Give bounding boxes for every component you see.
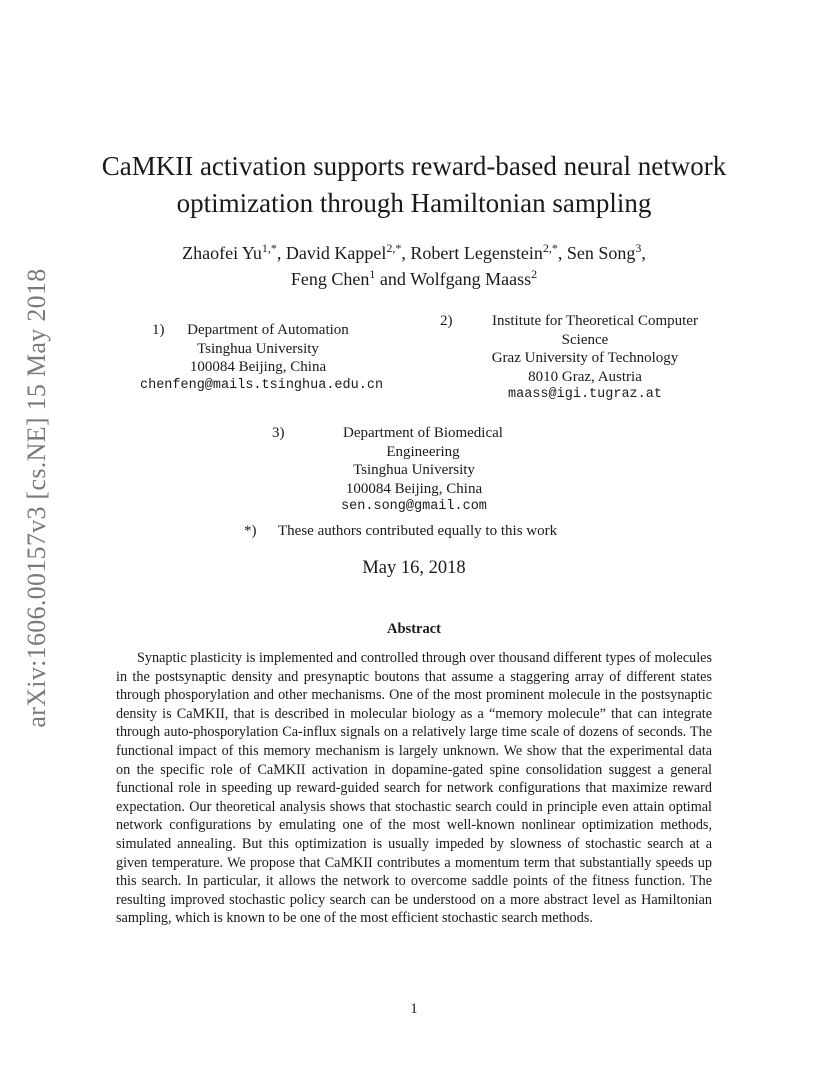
author-name: David Kappel	[285, 243, 387, 263]
author-list	[60, 240, 768, 292]
affiliation-1	[140, 321, 384, 395]
affiliation-line: Institute for Theoretical Computer	[492, 313, 698, 329]
affiliation-line: Department of Biomedical Engineering	[343, 425, 503, 460]
page-number: 1	[410, 1001, 418, 1017]
author-name: Wolfgang Maass	[410, 269, 532, 289]
affiliation-line: Department of Automation	[187, 322, 349, 338]
author-line-1	[60, 240, 768, 266]
equal-contribution-note	[244, 523, 557, 540]
author-name: Robert Legenstein	[410, 243, 543, 263]
author-separator: ,	[557, 243, 567, 263]
affiliation-line: Graz University of Technology	[491, 350, 679, 366]
author-separator: ,	[401, 243, 411, 263]
affiliation-line: Tsinghua University	[353, 462, 475, 478]
footnote-text: These authors contributed equally to this work	[278, 523, 558, 539]
affiliation-2	[440, 312, 710, 405]
author-separator: and	[375, 269, 411, 289]
footnote-mark: *)	[244, 523, 257, 539]
affiliation-email[interactable]: chenfeng@mails.tsinghua.edu.cn	[140, 377, 384, 393]
abstract-heading: Abstract	[387, 621, 441, 637]
affiliation-3	[272, 424, 538, 517]
abstract-body: Synaptic plasticity is implemented and controlled through over thousand different types of molecules in the postsynaptic density and presynaptic boutons that assume a staggering array of different states through phosporylation and other mechanisms. One of the most prominent molecule in the postsynaptic density is CaMKII, that is described in molecular biology as a “memory molecule” that can integrate through auto-phosporylation Ca-influx signals on a relatively large time scale of dozens of seconds. The functional impact of this memory mechanism is largely unknown. We show that the experimental data on the specific role of CaMKII activation in dopamine-gated spine consolidation suggest a general functional role in speeding up reward-guided search for network configurations that maximize reward expectation. Our theoretical analysis shows that stochastic search could in principle even attain optimal network configurations by emulating one of the most well-known nonlinear optimization methods, simulated annealing. But this optimization is usually impeded by slowness of stochastic search at a given temperature. We propose that CaMKII contributes a momentum term that substantially speeds up this search. In particular, it allows the network to overcome saddle points of the fitness function. The resulting improved stochastic policy search can be understood on a more abstract level as Hamiltonian sampling, which is known to be one of the most efficient stochastic search methods.	[116, 650, 712, 927]
author-separator: ,	[641, 243, 646, 263]
affiliation-line: 100084 Beijing, China	[345, 480, 483, 497]
affiliation-line: 8010 Graz, Austria	[528, 368, 642, 385]
affiliation-line: 100084 Beijing, China	[189, 359, 327, 375]
author-affiliation-mark: 1,*	[261, 241, 277, 255]
affiliation-number: 1)	[152, 322, 165, 338]
author-affiliation-mark: 2	[531, 267, 538, 281]
arxiv-identifier-stamp: arXiv:1606.00157v3 [cs.NE] 15 May 2018	[22, 268, 51, 728]
affiliation-email[interactable]: maass@igi.tugraz.at	[508, 387, 662, 402]
affiliation-line: Tsinghua University	[197, 340, 319, 357]
author-name: Zhaofei Yu	[182, 243, 262, 263]
author-affiliation-mark: 3	[635, 241, 642, 255]
affiliation-line: Science	[561, 331, 609, 348]
paper-title: CaMKII activation supports reward-based neural network optimization through Hamiltonian sampling	[101, 151, 727, 218]
author-name: Feng Chen	[290, 269, 370, 289]
author-affiliation-mark: 2,*	[386, 241, 402, 255]
author-affiliation-mark: 1	[369, 267, 376, 281]
affiliation-number: 3)	[272, 425, 285, 441]
affiliation-number: 2)	[440, 313, 453, 329]
paper-date: May 16, 2018	[362, 558, 466, 578]
author-affiliation-mark: 2,*	[542, 241, 558, 255]
affiliation-email[interactable]: sen.song@gmail.com	[341, 499, 487, 514]
author-name: Sen Song	[566, 243, 636, 263]
author-line-2	[60, 266, 768, 292]
author-separator: ,	[276, 243, 286, 263]
